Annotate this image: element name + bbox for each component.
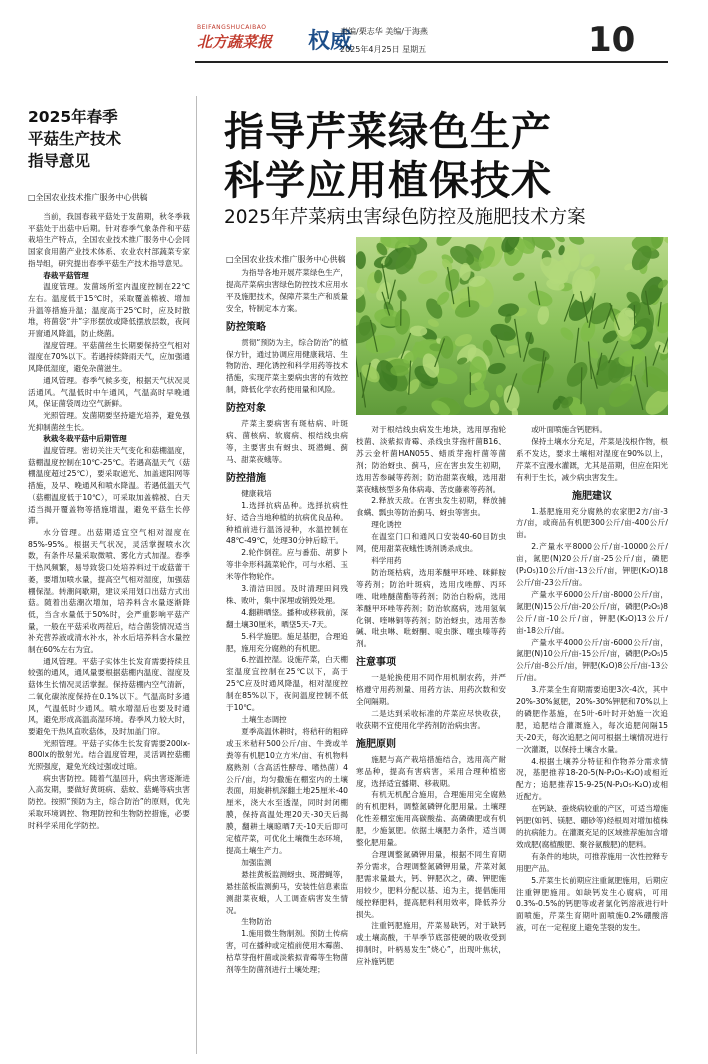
article-paragraph: 为指导各地开展芹菜绿色生产，提高芹菜病虫害绿色防控技术应用水平及施肥技术，保障芹菜生产和质量安全，特制定本方案。 — [226, 268, 348, 313]
headline-line: 指导芹菜绿色生产 — [224, 109, 552, 155]
article-paragraph: 3.清洁田园。及时清理田间残株、败叶，集中深埋或销毁处理。 — [226, 584, 348, 605]
article-paragraph: 芹菜主要病害有斑枯病、叶斑病、菌核病、软腐病、根结线虫病等，主要害虫有蚜虫、斑潜蝇、蓟马、甜菜夜蛾等。 — [226, 419, 348, 464]
article-paragraph: 一是轮换使用不同作用机制农药，并严格遵守用药剂量、用药方法、用药次数和安全间隔期。 — [356, 673, 506, 707]
left-article-paragraph: 温度管理。密切关注天气变化和菇棚温度，菇棚温度控制在10℃-25℃。若遇高温天气（菇棚温度超过25℃），要采取遮光、加盖遮阳网等措施，及早、晚通风和喷水降温。若遇低温天气（菇棚温度低于10℃），可采取加盖棉被、白天适当揭开覆盖物等措施增温，避免平菇生长停滞。 — [28, 446, 190, 526]
left-article-paragraph: 当前，我国春栽平菇处于发菌期，秋冬季栽平菇处于出菇中后期。针对春季气象条件和平菇栽培生产特点，全国农业技术推广服务中心会同国家食用菌产业技术体系、农业农村部蔬菜专家指导组，研究提出春季平菇生产技术指导意见。 — [28, 212, 190, 268]
column-divider — [196, 96, 197, 1054]
article-paragraph: 产量水平6000公斤/亩-8000公斤/亩，氮肥(N)15公斤/亩-20公斤/亩，磷肥(P₂O₅)8公斤/亩-10公斤/亩，钾肥(K₂O)13公斤/亩-18公斤/亩。 — [516, 589, 668, 635]
article-paragraph: 产量水平4000公斤/亩-6000公斤/亩，氮肥(N)10公斤/亩-15公斤/亩，磷肥(P₂O₅)5公斤/亩-8公斤/亩，钾肥(K₂O)8公斤/亩-13公斤/亩。 — [516, 637, 668, 683]
article-paragraph: 科学用药 — [371, 555, 402, 565]
celery-photo-graphic — [356, 237, 668, 415]
article-section-heading: 防控对象 — [226, 403, 266, 415]
left-article-paragraph: 光照管理。平菇子实体生长发育需要200lx-800lx的散射光。结合温度管理，灵活调控菇棚光照强度，避免光线过强或过暗。 — [28, 738, 190, 772]
issue-date: 2025年4月25日 星期五 — [340, 45, 427, 54]
left-title-line: 指导意见 — [28, 152, 91, 170]
article-paragraph: 健康栽培 — [241, 488, 272, 498]
article-paragraph: 土壤生态调控 — [241, 715, 287, 724]
article-paragraph: 1.选择抗病品种。选择抗病性好、适合当地种植的抗病优良品种。种植前进行温汤浸种，水温控制在48℃-49℃，处理30分钟后晾干。 — [226, 500, 348, 546]
left-article-title — [28, 106, 188, 172]
masthead-rule — [195, 61, 668, 63]
left-article-paragraph: 水分管理。出菇期适宜空气相对湿度在85%-95%。根据天气状况，灵活掌握喷水次数，有条件尽量采取微喷、雾化方式加湿。春季干热风频繁，易导致袋口处培养料过干或菇蕾干萎，要增加喷水量，提高空气相对湿度，加强菇棚保湿。转潮间歇期，建议采用划口出菇方式出菇。随着出菇潮次增加，培养料含水量逐渐降低，当含水量低于50%时，会严重影响平菇产量，一般在平菇采收两茬后，结合菌袋情况适当补充营养液或清水补水，补水后培养料含水量控制在60%左右为宜。 — [28, 527, 190, 655]
article-paragraph: 有机无机配合施用，合理施用完全腐熟的有机肥料，调整氮磷钾化肥用量。土壤理化性差棚室施用高碳酸盐、高磷磷肥或有机肥，少施氯肥。依据土壤肥力条件，适当调整化肥用量。 — [356, 790, 506, 848]
article-paragraph: 施肥与高产栽培措施结合，选用高产耐寒品种，提高有害病害，采用合理种植密度，选择适宜播期、移栽期。 — [356, 754, 506, 788]
main-article-column-2 — [356, 424, 506, 1057]
main-headline — [224, 108, 664, 206]
article-paragraph: 二是达到采收标准的芹菜应尽快收获，收获期不宜使用化学药剂防治病虫害。 — [356, 708, 506, 730]
article-paragraph: 合理调整氮磷钾用量，根据不同生育期养分需求，合理调整氮磷钾用量，芹菜对氮肥需求量最大，钙、钾肥次之，磷、钾肥施用较少，肥料分配以基、追为主，提倡施用缓控释肥料，提高肥料利用效率，降低养分损失。 — [356, 850, 506, 919]
article-section-heading: 防控措施 — [226, 472, 266, 484]
left-article-paragraph: 光照管理。发菌期要坚持避光培养，避免强光抑制菌丝生长。 — [28, 410, 190, 432]
main-article-column-1 — [226, 267, 348, 1057]
left-article-body — [28, 211, 190, 1053]
article-paragraph: 2.轮作倒茬。应与番茄、胡萝卜等非伞形科蔬菜轮作，可与水稻、玉米等作物轮作。 — [226, 548, 348, 582]
main-subheadline: 2025年芹菜病虫害绿色防控及施肥技术方案 — [224, 207, 586, 228]
article-paragraph: 加强监测 — [241, 857, 272, 867]
left-article-paragraph: 湿度管理。平菇菌丝生长期要保持空气相对湿度在70%以下。若遇持续降雨天气，应加强通风降低湿度，避免杂菌滋生。 — [28, 340, 190, 374]
article-paragraph: 夏季高温休耕时，将秸秆的粗碎或玉米秸秆500公斤/亩、牛粪或羊粪等有机肥10立方米/亩、有机物料腐熟剂（含高活性酵母、嗜热菌）4公斤/亩，均匀撒施在棚室内的土壤表面，用旋耕机深翻土地25厘米-40厘米，浇大水至透湿，同时封闭棚膜，保持高温处理20天-30天后揭膜，翻耕土壤晾晒7天-10天后即可定植芹菜，可优化土壤微生态环境，提高土壤生产力。 — [226, 726, 348, 855]
article-paragraph: 2.产量水平8000公斤/亩-10000公斤/亩，氮肥(N)20公斤/亩-25公斤/亩，磷肥(P₂O₅)10公斤/亩-13公斤/亩，钾肥(K₂O)18公斤/亩-23公斤/亩。 — [516, 542, 668, 587]
left-article-paragraph: 通风管理。平菇子实体生长发育需要持续且较强的通风，通风量要根据菇棚内温度、湿度及菇体生长情况灵活掌握。保持菇棚内空气清新，二氧化碳浓度保持在0.1%以下。气温高时多通风，气温低时少通风。喷水增湿后也要及时通风，避免形成高温高湿环境。春季风力较大时，要避免干热风直吹菇体，及时加盖门帘。 — [28, 656, 190, 736]
article-paragraph: 或叶面喷施含钙肥料。 — [531, 425, 608, 434]
article-paragraph: 注重钙肥施用，芹菜易缺钙，对于缺钙或土壤高酸，干旱季节底部使硬的吸收受到抑制时，叶柄易发生“烧心”，出现叶焦状，应补施钙肥 — [356, 921, 506, 967]
article-paragraph: 悬挂黄板监测蚜虫、斑潜蝇等，悬挂蓝板监测蓟马，安装性信息素监测甜菜夜蛾，人工调查病害发生情况。 — [226, 869, 348, 915]
article-paragraph: 防治斑枯病，选用苯醚甲环唑、咪鲜胺等药剂；防治叶斑病，选用戊唑醇、丙环唑、吡唑醚菌酯等药剂；防治白粉病，选用苯醚甲环唑等药剂；防治软腐病，选用氢氧化铜、喹啉铜等药剂；防治蚜虫，选用苦参碱、吡虫啉、吡蚜酮、啶虫脒、噻虫嗪等药剂。 — [356, 567, 506, 649]
article-paragraph: 贯彻“预防为主，综合防治”的植保方针，通过协调应用健康栽培、生物防治、理化诱控和科学用药等技术措施，实现芹菜主要病虫害的有效控制，降低化学农药使用量和风险。 — [226, 337, 348, 395]
page-number: 10 — [588, 20, 636, 60]
article-paragraph: 保持土壤水分充足，芹菜是浅根作物，根系不发达，要求土壤相对湿度在90%以上，芹菜不宜漫水灌溉，尤其是苗期，但应在阳光有利于生长，减少病虫害发生。 — [516, 436, 668, 482]
article-paragraph: 在温室门口和通风口安装40-60目防虫网，使用甜菜夜蛾性诱剂诱杀成虫。 — [356, 532, 506, 554]
left-article-source: □全国农业技术推广服务中心供稿 — [28, 193, 148, 202]
main-article-column-3 — [516, 424, 668, 1057]
article-paragraph: 理化诱控 — [371, 520, 402, 530]
left-article-paragraph: 温度管理。发菌场所室内温度控制在22℃左右。温度低于15℃时，采取覆盖棉被、增加升温等措施升温；温度高于25℃时，应及时散堆，将菌袋“井”字形摆放或降低摆放层数，夜间开窗通风降温，防止烧菌。 — [28, 282, 190, 339]
section-title: 权威 — [308, 28, 353, 54]
article-paragraph: 生物防治 — [241, 917, 272, 927]
left-title-line: 平菇生产技术 — [28, 130, 122, 148]
article-section-heading: 施肥建议 — [572, 490, 612, 502]
paper-name: 北方蔬菜报 — [197, 33, 273, 51]
left-article-paragraph: 病虫害防控。随着气温回升，病虫害逐渐进入高发期，要做好黄斑病、菇蚊、菇蝇等病虫害防控。按照“预防为主，综合防治”的原则，优先采取环境调控、物理防控和生物防控措施，必要时科学采用化学防控。 — [28, 773, 190, 830]
article-paragraph: 3.芹菜全生育期需要追肥3次-4次，其中20%-30%氮肥，20%-30%钾肥和70%以上的磷肥作基施，在5叶-6叶时开始施一次追肥，追肥结合灌溉施入，每次追肥间隔15天-20天，每次追肥之间可根据土壤情况进行一次灌溉，以保持土壤含水量。 — [516, 685, 668, 754]
left-title-line: 2025年春季 — [28, 108, 118, 126]
celery-field-photo — [356, 237, 668, 415]
article-paragraph: 6.控温控湿。设施芹菜，白天棚室温度宜控制在25℃以下，高于25℃应及时通风降温，相对湿度控制在85%以下，夜间温度控制不低于10℃。 — [226, 655, 348, 713]
article-paragraph: 4.翻耕晒垡。播种或移栽前，深翻土壤30厘米，晒垡5天-7天。 — [226, 607, 348, 629]
article-paragraph: 1.施用微生物制剂。预防土传病害，可在播种或定植前使用木霉菌、枯草芽孢杆菌或淡紫拟青霉等生物菌剂等生防菌剂进行土壤处理； — [226, 929, 348, 975]
article-section-heading: 施肥原则 — [356, 738, 396, 750]
article-paragraph: 对于根结线虫病发生地块，选用厚孢轮枝菌、淡紫拟青霉、杀线虫芽孢杆菌B16、苏云金杆菌HAN055、蜡质芽孢杆菌等菌剂；防治蚜虫、蓟马，应在害虫发生初期，选用苦参碱等药剂；防治甜菜夜蛾，选用甜菜夜蛾核型多角体病毒、苦皮藤素等药剂。 — [356, 425, 506, 494]
editor-credits: 责编/栗志华 美编/于海燕 — [340, 27, 428, 36]
masthead-nameplate — [197, 24, 307, 52]
article-section-heading: 注意事项 — [356, 657, 396, 669]
article-paragraph: 有条件的地块，可推荐施用一次性控释专用肥产品。 — [516, 851, 668, 873]
left-article-subheading: 秋栽冬栽平菇中后期管理 — [43, 434, 127, 444]
article-paragraph: 4.根据土壤养分特征和作物养分需求情况，基肥推荐18-20-5(N-P₂O₅-K₂O)或相近配方；追肥推荐15-9-25(N-P₂O₅-K₂O)或相近配方。 — [516, 756, 668, 802]
article-section-heading: 防控策略 — [226, 321, 266, 333]
article-paragraph: 1.基肥施用充分腐熟的农家肥2方/亩-3方/亩，或商品有机肥300公斤/亩-400公斤/亩。 — [516, 506, 668, 540]
left-article-paragraph: 通风管理。春季气候多变，根据天气状况灵活通风。气温低时中午通风，气温高时早晚通风，保证菌袋周边空气新鲜。 — [28, 375, 190, 409]
masthead-pinyin: BEIFANGSHUCAIBAO — [197, 24, 267, 31]
left-article-subheading: 春栽平菇管理 — [43, 270, 89, 280]
article-paragraph: 5.科学施肥。施足基肥，合理追肥，施用充分腐熟的有机肥。 — [226, 631, 348, 653]
article-paragraph: 2.释放天敌。在害虫发生初期，释放捕食螨、瓢虫等防治蓟马、蚜虫等害虫。 — [356, 496, 506, 518]
article-paragraph: 在钙缺、蚕烧病较重的产区，可适当增施钙肥(如钙、镁肥、硼砂等)经根周对增加植株的抗病能力。在灌溉充足的区域推荐施加含增效成肥(腐植酸肥、聚谷氨酸肥)的肥料。 — [516, 804, 668, 849]
main-article-source: □全国农业技术推广服务中心供稿 — [226, 255, 346, 264]
celery-stalk — [581, 367, 582, 404]
article-paragraph: 5.芹菜生长前期应注重氮肥施用，后期应注重钾肥施用。如缺钙发生心腐病，可用0.3%-0.5%的钙肥等或者氯化钙溶液进行叶面喷施，芹菜生育期叶面喷施0.2%硼酸溶液，可在一定程度上避免茎裂的发生。 — [516, 875, 668, 933]
headline-line: 科学应用植保技术 — [224, 158, 552, 204]
